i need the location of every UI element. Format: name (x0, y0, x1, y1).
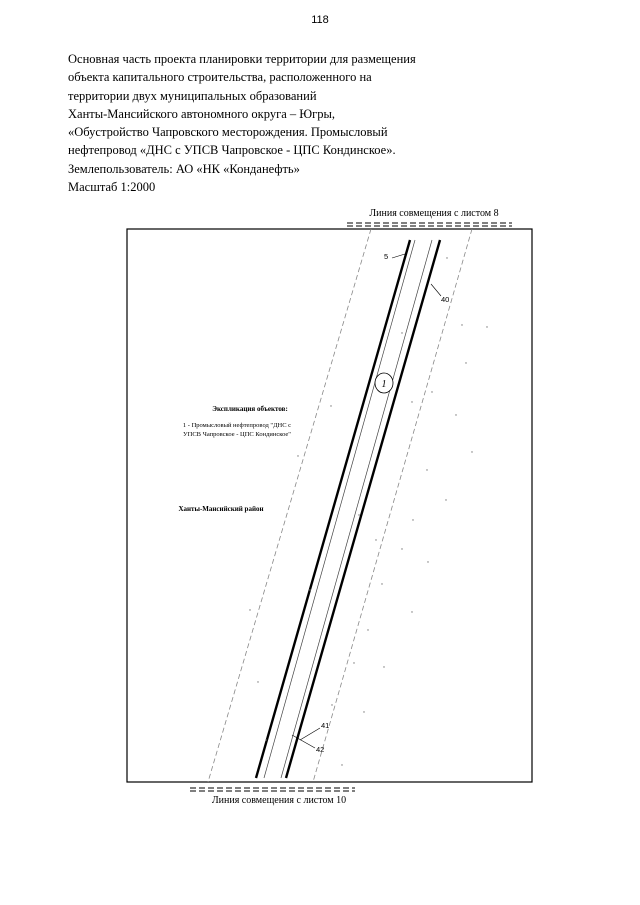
header-line-5: «Обустройство Чапровского месторождения. Промысловый (68, 125, 388, 140)
point-label-41: 41 (321, 721, 330, 730)
leader-point-5 (392, 254, 405, 258)
match-line-top-label: Линия совмещения с листом 8 (369, 208, 499, 219)
header-line-6: нефтепровод «ДНС с УПСВ Чапровское - ЦПС Кондинское». (68, 143, 396, 158)
explication-title: Экспликация объектов: (212, 405, 288, 413)
pipeline-boundary-left (256, 240, 410, 778)
header-line-2: объекта капитального строительства, расположенного на (68, 70, 372, 85)
header-line-8: Масштаб 1:2000 (68, 180, 156, 195)
district-label: Ханты-Мансийский район (178, 505, 264, 513)
header-line-4: Ханты-Мансийского автономного округа – Югры, (68, 106, 336, 121)
terrain-dots (249, 257, 487, 765)
page-number: 118 (311, 14, 329, 26)
leader-point-41 (300, 728, 320, 740)
point-label-40: 40 (441, 295, 450, 304)
explication-item-line2: УПСВ Чапровское - ЦПС Кондинское" (183, 431, 291, 438)
explication-item-line1: 1 - Промысловый нефтепровод "ДНС с (182, 422, 292, 429)
pipeline-centre-line-1 (264, 240, 415, 778)
point-label-42: 42 (316, 745, 325, 754)
header-line-3: территории двух муниципальных образований (68, 88, 317, 103)
object-number-label: 1 (381, 379, 387, 390)
point-label-5: 5 (384, 252, 389, 261)
pipeline-boundary-right (286, 240, 440, 778)
leader-point-40 (431, 284, 441, 296)
header-line-1: Основная часть проекта планировки территории для размещения (68, 52, 416, 66)
header-line-7: Землепользователь: АО «НК «Конданефть» (68, 161, 300, 176)
pipeline-centre-line-2 (281, 240, 432, 778)
corridor-boundary-right (313, 229, 472, 782)
match-line-bottom-label: Линия совмещения с листом 10 (211, 795, 347, 806)
